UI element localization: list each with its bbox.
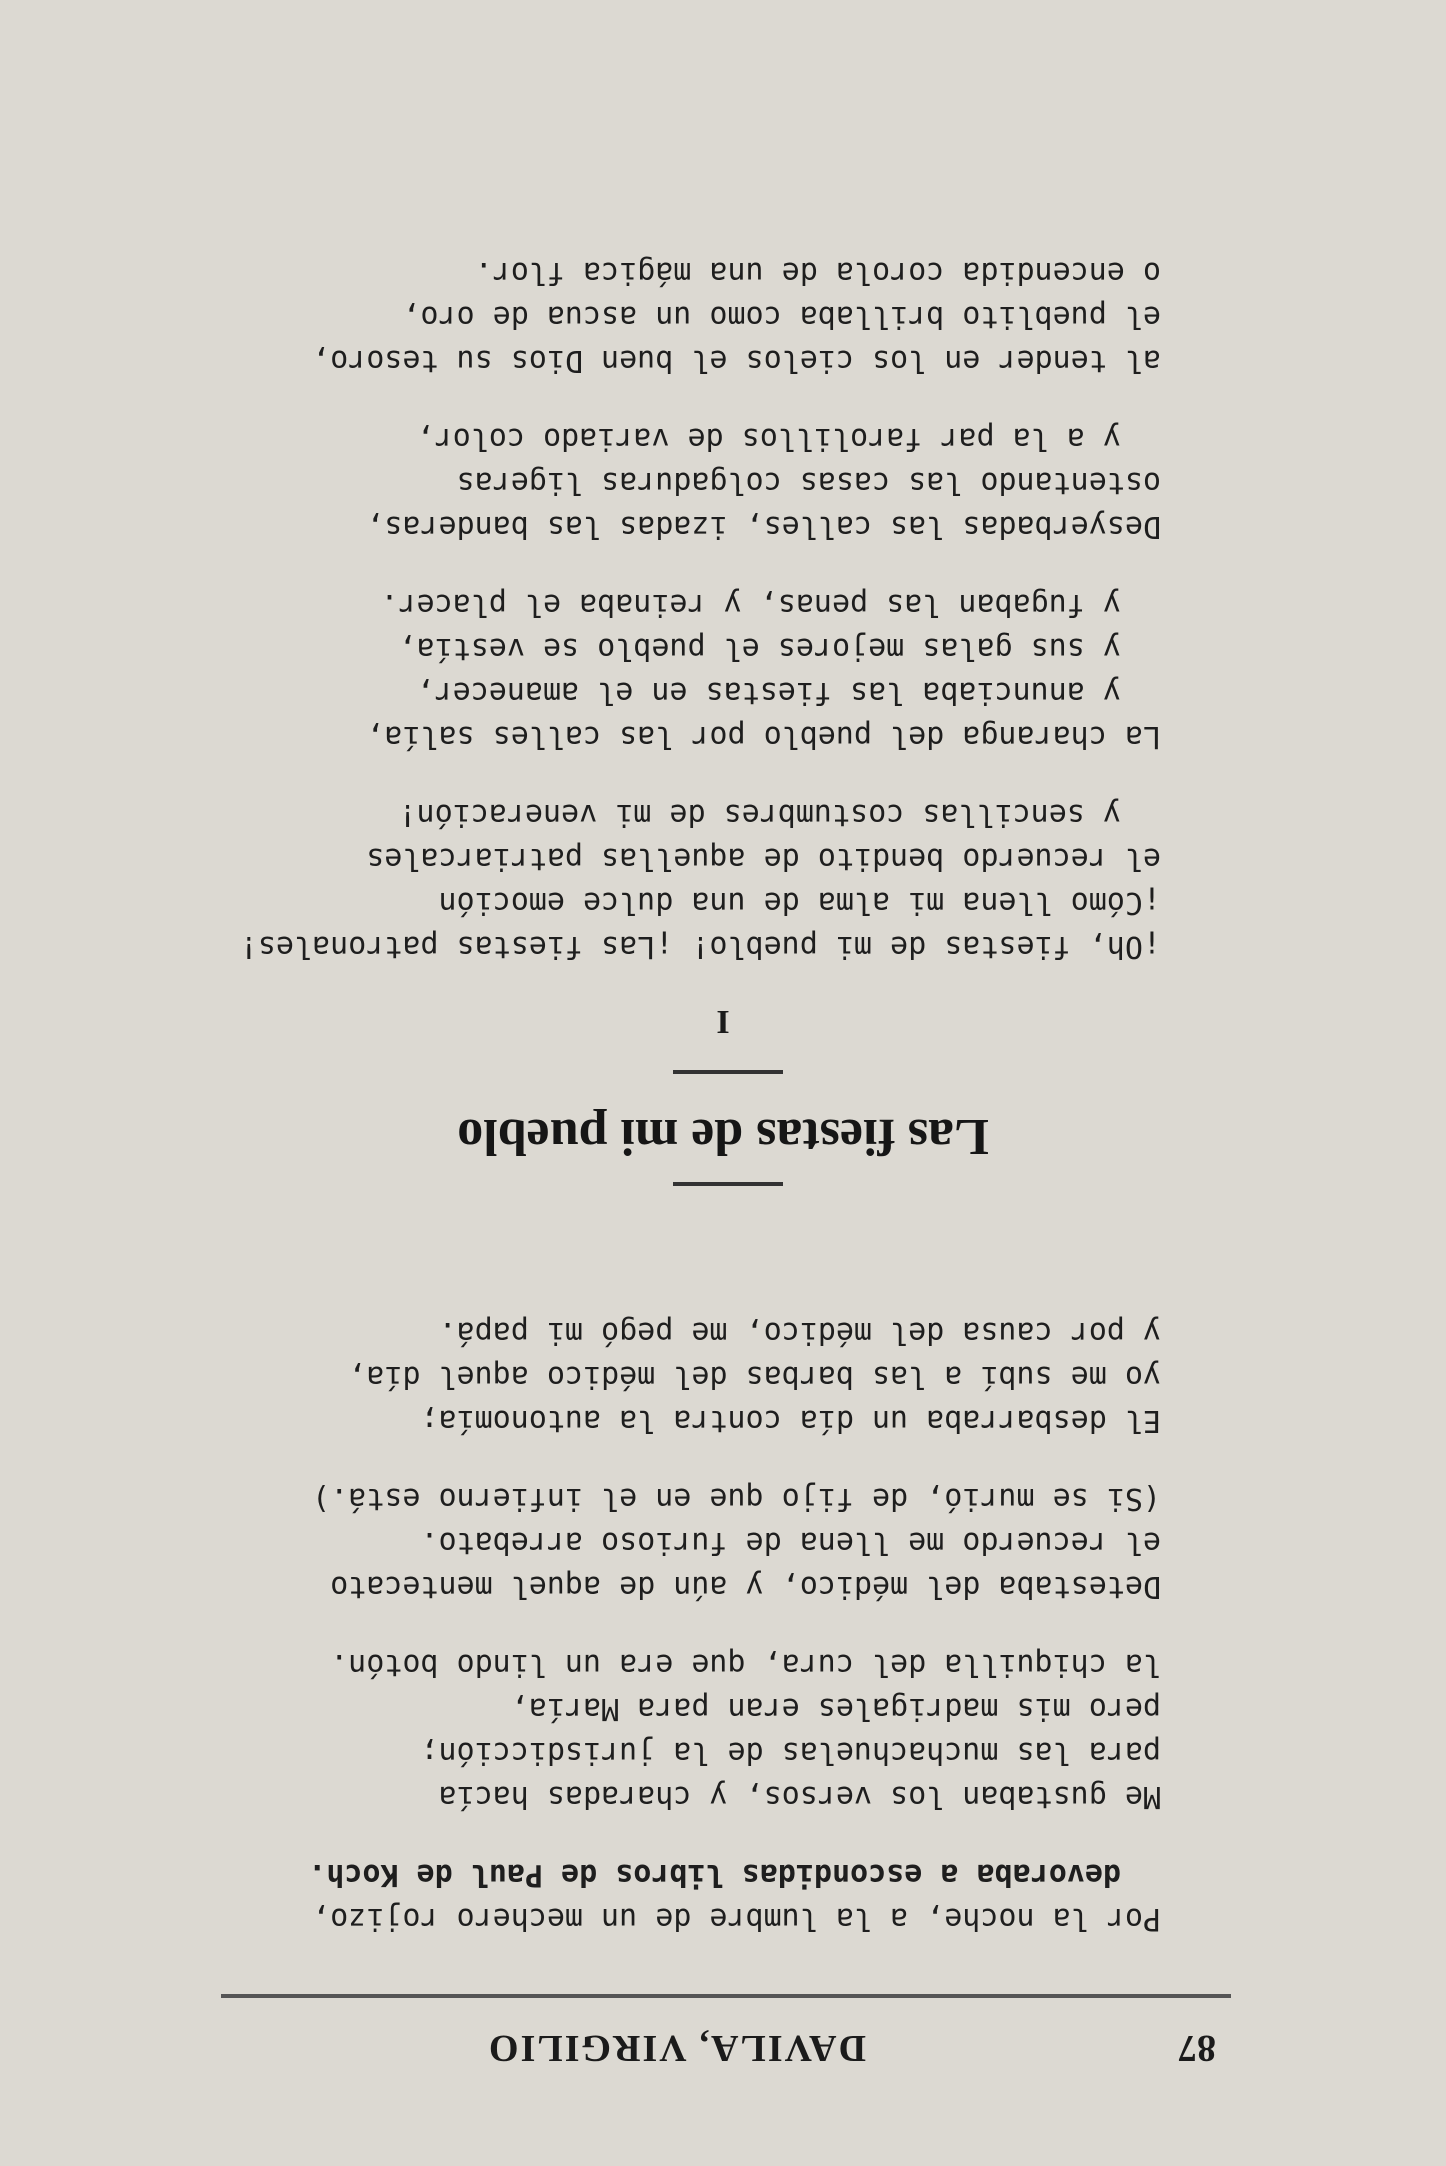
verse-line: la chiquilla del cura, que era un lindo botón.	[330, 1647, 1161, 1682]
verse-line: el recuerdo me llena de furioso arrebato.	[420, 1525, 1161, 1560]
stanza-8	[241, 250, 1161, 382]
stanza-6	[241, 582, 1161, 758]
stanza-5	[241, 792, 1161, 968]
verse-line: y a la par farolillos de variado color,	[416, 421, 1121, 456]
verse-line: ostentando las casas colgaduras ligeras	[456, 465, 1161, 500]
stanza-3	[241, 1476, 1161, 1608]
verse-line: el pueblito brillaba como un ascua de oro,	[402, 299, 1161, 334]
verse-line: ¡Oh, fiestas de mi pueblo! ¡Las fiestas patronales!	[239, 929, 1161, 964]
poem-title: Las fiestas de mi pueblo	[457, 1108, 989, 1165]
title-rule-top	[673, 1182, 783, 1186]
verse-line: Me gustaban los versos, y charadas hacía	[438, 1779, 1161, 1814]
verse-line: El desbarraba un día contra la autonomía;	[420, 1403, 1161, 1438]
stanza-1	[241, 1852, 1161, 1940]
running-head-title: DAVILA, VIRGILIO	[486, 2027, 866, 2069]
stanza-2	[241, 1642, 1161, 1818]
verse-line: el recuerdo bendito de aquellas patriarcales	[366, 841, 1161, 876]
verse-line: yo me subí a las barbas del médico aquel día,	[348, 1359, 1161, 1394]
verse-line: y sencillas costumbres de mi veneración!	[398, 797, 1121, 832]
verse-line: al tender en los cielos el buen Dios su tesoro,	[312, 343, 1161, 378]
verse-line: y anunciaba las fiestas en el amanecer,	[416, 675, 1121, 710]
verse-line: o encendida corola de una mágica flor.	[474, 255, 1161, 290]
verse-line: devoraba a escondidas libros de Paul de Koch.	[308, 1857, 1121, 1892]
verse-line: La charanga del pueblo por las calles salía,	[366, 719, 1161, 754]
verse-line: (Si se murió, de fijo que en el infierno está.)	[312, 1481, 1161, 1516]
verse-line: para las muchachuelas de la jurisdicción;	[420, 1735, 1161, 1770]
text-block-lower	[241, 216, 1161, 968]
header-rule	[221, 1994, 1231, 1998]
verse-line: Por la noche, a la lumbre de un mechero rojizo,	[312, 1901, 1161, 1936]
stanza-7	[241, 416, 1161, 548]
verse-line: y sus galas mejores el pueblo se vestía,	[398, 631, 1121, 666]
verse-line: Detestaba del médico, y aún de aquel mentecato	[330, 1569, 1161, 1604]
title-rule-bottom	[673, 1070, 783, 1074]
verse-line: y fugaban las penas, y reinaba el placer.	[380, 587, 1121, 622]
verse-line: pero mis madrigales eran para María,	[510, 1691, 1161, 1726]
verse-line: y por causa del médico, me pegó mi papá.	[438, 1315, 1161, 1350]
text-block-upper	[241, 1276, 1161, 1940]
running-head	[216, 2018, 1216, 2078]
stanza-4	[241, 1310, 1161, 1442]
page-number: 87	[1178, 2027, 1216, 2069]
verse-line: ¡Cómo llena mi alma de una dulce emoción	[438, 885, 1161, 920]
verse-line: Desyerbadas las calles, izadas las banderas,	[366, 509, 1161, 544]
section-number: I	[716, 1003, 730, 1040]
